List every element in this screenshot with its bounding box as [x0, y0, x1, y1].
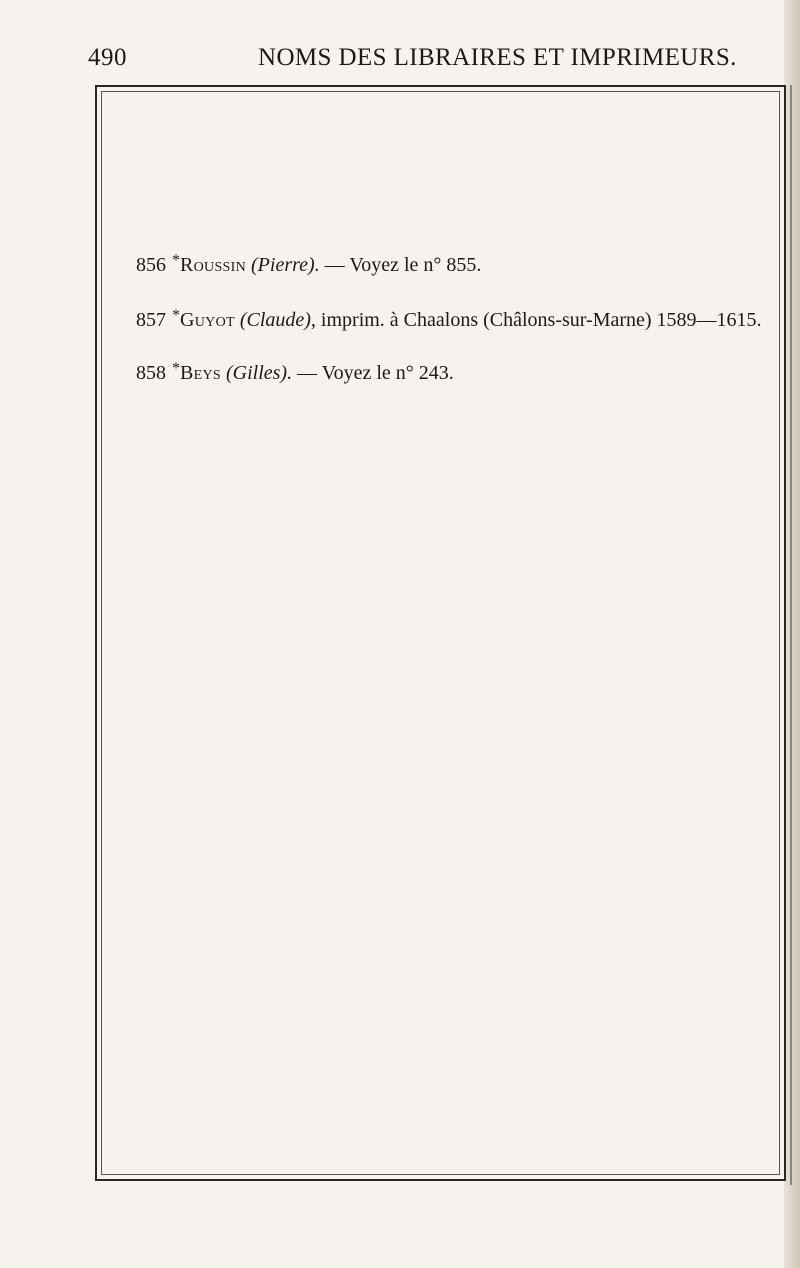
entry-857 [136, 308, 762, 330]
entry-name: Roussin [180, 254, 247, 276]
running-title: NOMS DES LIBRAIRES ET IMPRIMEURS. [258, 44, 737, 71]
page-number: 490 [88, 44, 127, 71]
entry-text: — Voyez le n° 243. [292, 362, 454, 384]
entry-text: , imprim. à Chaalons (Châlons-sur-Marne) 1589—1615. [310, 309, 762, 331]
entry-number: 858 [136, 362, 166, 384]
page-edge-line [790, 85, 792, 1185]
entry-given-name: (Pierre). [251, 254, 320, 276]
entry-858 [136, 361, 454, 383]
entry-given-name: (Gilles). [226, 362, 293, 384]
entry-asterisk: * [172, 360, 180, 377]
entry-given-name: (Claude) [239, 309, 311, 331]
entry-856 [136, 253, 481, 275]
page-edge-shadow [784, 0, 800, 1268]
entry-asterisk: * [172, 307, 180, 324]
entry-number: 856 [136, 254, 166, 276]
entry-text: — Voyez le n° 855. [319, 254, 482, 276]
entry-name: Guyot [180, 309, 235, 331]
entry-asterisk: * [172, 252, 180, 269]
entry-number: 857 [136, 309, 166, 331]
entry-name: Beys [180, 362, 221, 384]
